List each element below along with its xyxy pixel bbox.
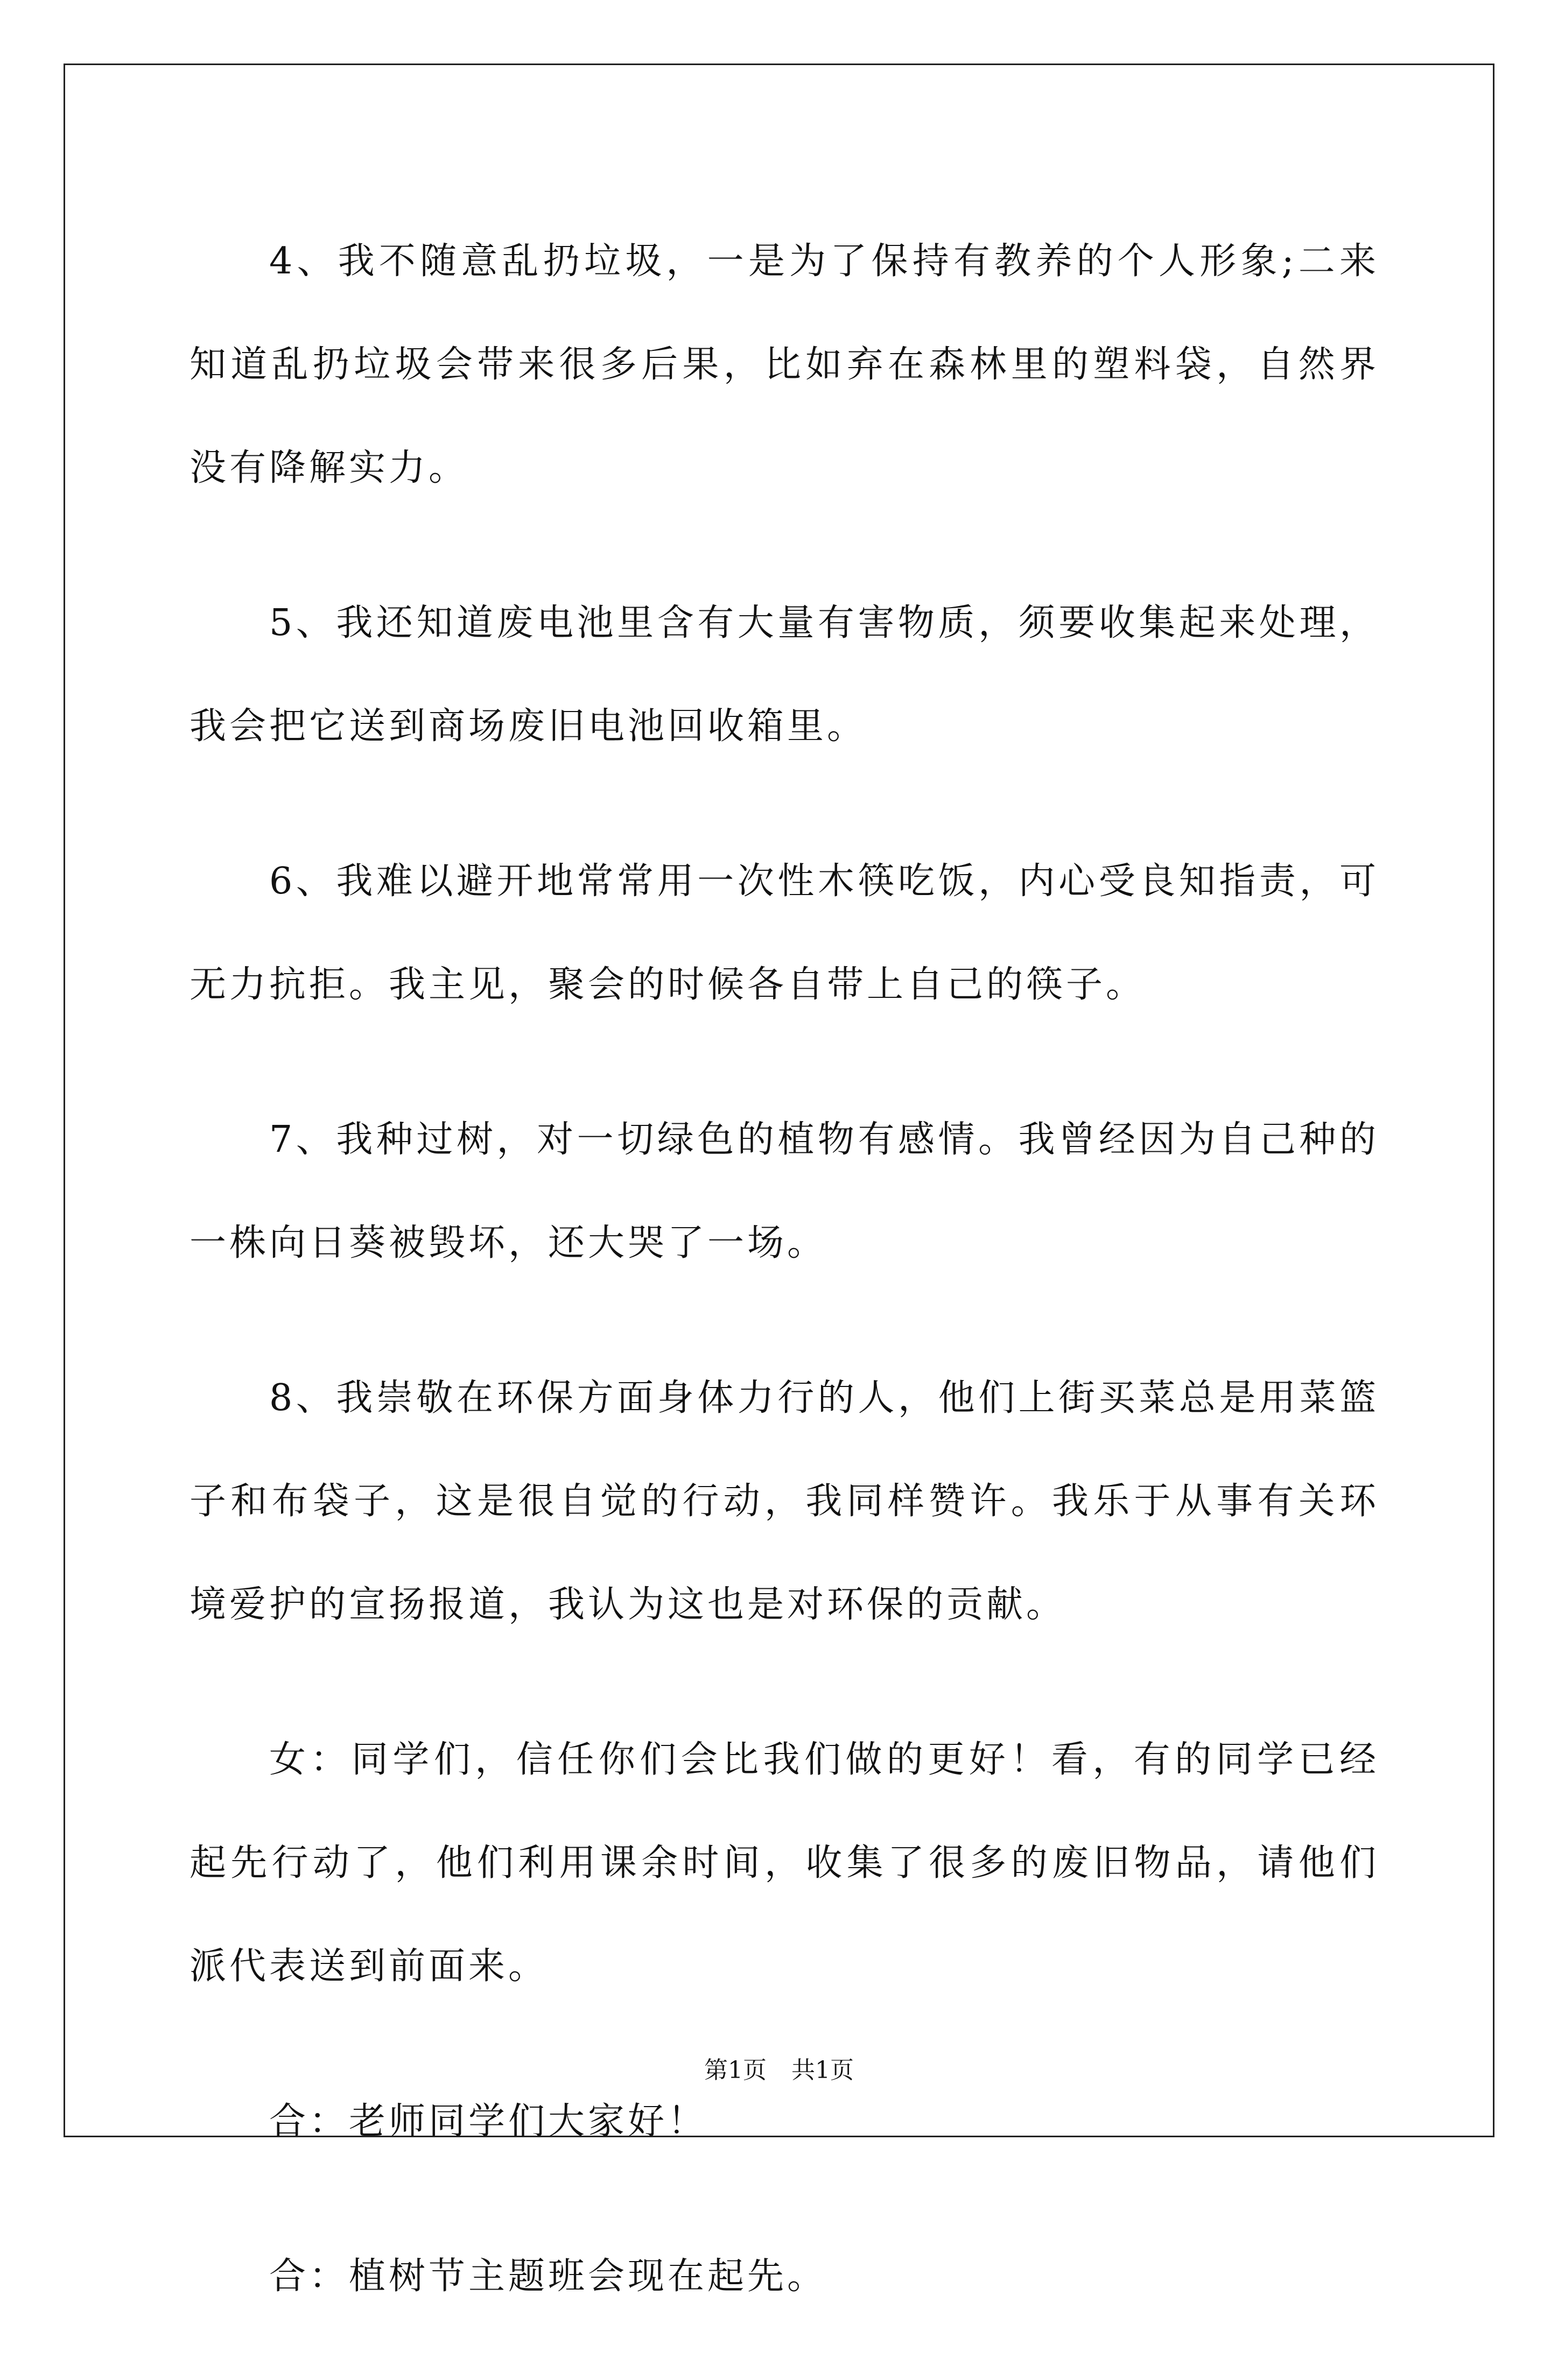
page-number: 第1页 — [704, 2057, 767, 2084]
paragraph-chorus-greeting: 合：老师同学们大家好！ — [269, 2100, 708, 2143]
paragraph-female-speaker: 女：同学们，信任你们会比我们做的更好！看，有的同学已经起先行动了，他们利用课余时间，收集了很多的废旧物品，请他们派代表送到前面来。 — [190, 1738, 1379, 1988]
paragraph-item-4: 4、我不随意乱扔垃圾，一是为了保持有教养的个人形象;二来知道乱扔垃圾会带来很多后果，比如弃在森林里的塑料袋，自然界没有降解实力。 — [190, 240, 1379, 489]
paragraph-item-7: 7、我种过树，对一切绿色的植物有感情。我曾经因为自己种的一株向日葵被毁坏，还大哭了一场。 — [190, 1118, 1379, 1264]
paragraph-item-6: 6、我难以避开地常常用一次性木筷吃饭，内心受良知指责，可无力抗拒。我主见，聚会的时候各自带上自己的筷子。 — [190, 860, 1379, 1006]
paragraph-chorus-opening: 合：植树节主题班会现在起先。 — [269, 2255, 827, 2298]
paragraph-item-5: 5、我还知道废电池里含有大量有害物质，须要收集起来处理，我会把它送到商场废旧电池回收箱里。 — [190, 602, 1379, 748]
page-total: 共1页 — [791, 2057, 854, 2084]
page-footer — [0, 2054, 1558, 2087]
paragraph-item-8: 8、我崇敬在环保方面身体力行的人，他们上街买菜总是用菜篮子和布袋子，这是很自觉的行动，我同样赞许。我乐于从事有关环境爱护的宣扬报道，我认为这也是对环保的贡献。 — [190, 1377, 1379, 1626]
